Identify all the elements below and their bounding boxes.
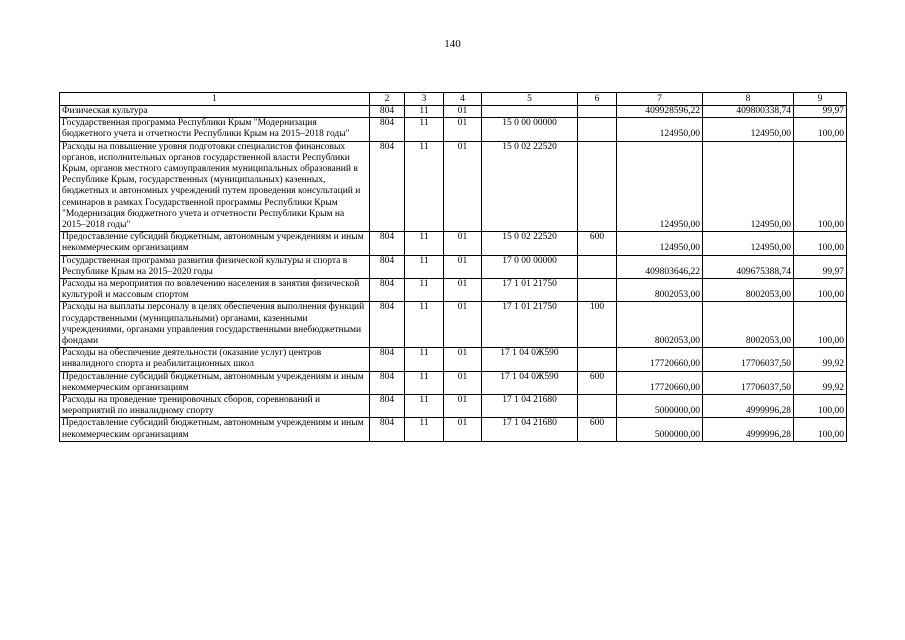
column-header: 4 [444, 93, 482, 106]
budget-table [59, 92, 847, 442]
column-header: 7 [617, 93, 703, 106]
row-plan-amount-cell: 5000000,00 [617, 395, 703, 418]
row-percent-cell: 100,00 [794, 232, 847, 255]
table-row [60, 141, 847, 232]
row-percent-cell: 100,00 [794, 418, 847, 441]
row-actual-amount-cell: 124950,00 [703, 232, 794, 255]
row-expense-type-cell: 100 [578, 302, 617, 348]
row-section-cell: 11 [405, 348, 444, 371]
table-row [60, 348, 847, 371]
row-expense-type-cell: 600 [578, 418, 617, 441]
header-row [60, 93, 847, 106]
row-name-cell: Расходы на обеспечение деятельности (оказание услуг) центров инвалидного спорта и реабилитационных школ [60, 348, 370, 371]
row-target-article-cell: 17 1 04 0Ж590 [482, 371, 578, 394]
row-section-cell: 11 [405, 395, 444, 418]
row-subsection-cell: 01 [444, 395, 482, 418]
row-plan-amount-cell: 409928596,22 [617, 106, 703, 118]
column-header: 9 [794, 93, 847, 106]
table-row [60, 106, 847, 118]
row-actual-amount-cell: 8002053,00 [703, 302, 794, 348]
table-body [60, 106, 847, 442]
row-percent-cell: 100,00 [794, 395, 847, 418]
row-actual-amount-cell: 409675388,74 [703, 255, 794, 278]
row-percent-cell: 99,92 [794, 371, 847, 394]
row-name-cell: Предоставление субсидий бюджетным, автономным учреждениям и иным некоммерческим организациям [60, 418, 370, 441]
table-row [60, 418, 847, 441]
row-actual-amount-cell: 17706037,50 [703, 371, 794, 394]
table-row [60, 395, 847, 418]
row-section-cell: 11 [405, 302, 444, 348]
column-header: 1 [60, 93, 370, 106]
row-plan-amount-cell: 8002053,00 [617, 279, 703, 302]
column-header: 5 [482, 93, 578, 106]
column-header: 8 [703, 93, 794, 106]
table-row [60, 279, 847, 302]
row-plan-amount-cell: 17720660,00 [617, 348, 703, 371]
row-percent-cell: 100,00 [794, 302, 847, 348]
row-actual-amount-cell: 409800338,74 [703, 106, 794, 118]
row-code-cell: 804 [370, 279, 405, 302]
row-percent-cell: 100,00 [794, 141, 847, 232]
row-target-article-cell: 17 1 04 0Ж590 [482, 348, 578, 371]
row-section-cell: 11 [405, 232, 444, 255]
row-target-article-cell: 17 1 01 21750 [482, 302, 578, 348]
row-name-cell: Расходы на повышение уровня подготовки специалистов финансовых органов, исполнительных органов государственной власти Республики Крым, органов местного самоуправления муниципальных образований в Республике Крым, государственных (муниципальных) казенных, бюджетных и автономных учреждений путем проведения консультаций и семинаров в рамках Государственной программы Республики Крым "Модернизация бюджетного учета и отчетности Республики Крым на 2015–2018 годы" [60, 141, 370, 232]
table-row [60, 118, 847, 141]
row-plan-amount-cell: 5000000,00 [617, 418, 703, 441]
row-code-cell: 804 [370, 255, 405, 278]
row-code-cell: 804 [370, 106, 405, 118]
row-expense-type-cell [578, 348, 617, 371]
row-target-article-cell: 17 0 00 00000 [482, 255, 578, 278]
row-target-article-cell: 17 1 01 21750 [482, 279, 578, 302]
row-section-cell: 11 [405, 118, 444, 141]
row-code-cell: 804 [370, 418, 405, 441]
row-percent-cell: 100,00 [794, 279, 847, 302]
row-actual-amount-cell: 124950,00 [703, 118, 794, 141]
row-section-cell: 11 [405, 418, 444, 441]
row-percent-cell: 99,97 [794, 106, 847, 118]
row-name-cell: Расходы на мероприятия по вовлечению населения в занятия физической культурой и массовым спортом [60, 279, 370, 302]
row-expense-type-cell: 600 [578, 232, 617, 255]
row-code-cell: 804 [370, 371, 405, 394]
row-code-cell: 804 [370, 232, 405, 255]
row-expense-type-cell [578, 118, 617, 141]
row-plan-amount-cell: 124950,00 [617, 232, 703, 255]
row-expense-type-cell [578, 395, 617, 418]
row-section-cell: 11 [405, 141, 444, 232]
row-name-cell: Предоставление субсидий бюджетным, автономным учреждениям и иным некоммерческим организациям [60, 371, 370, 394]
row-percent-cell: 99,92 [794, 348, 847, 371]
row-plan-amount-cell: 124950,00 [617, 118, 703, 141]
row-name-cell: Физическая культура [60, 106, 370, 118]
row-name-cell: Государственная программа развития физической культуры и спорта в Республике Крым на 2015–2020 годы [60, 255, 370, 278]
row-target-article-cell [482, 106, 578, 118]
row-expense-type-cell [578, 255, 617, 278]
row-plan-amount-cell: 17720660,00 [617, 371, 703, 394]
row-actual-amount-cell: 124950,00 [703, 141, 794, 232]
row-actual-amount-cell: 4999996,28 [703, 418, 794, 441]
row-subsection-cell: 01 [444, 279, 482, 302]
row-expense-type-cell [578, 106, 617, 118]
row-target-article-cell: 15 0 00 00000 [482, 118, 578, 141]
row-actual-amount-cell: 4999996,28 [703, 395, 794, 418]
row-expense-type-cell [578, 141, 617, 232]
row-subsection-cell: 01 [444, 255, 482, 278]
row-percent-cell: 99,97 [794, 255, 847, 278]
row-subsection-cell: 01 [444, 418, 482, 441]
row-expense-type-cell: 600 [578, 371, 617, 394]
row-name-cell: Государственная программа Республики Крым "Модернизация бюджетного учета и отчетности Республики Крым на 2015–2018 годы" [60, 118, 370, 141]
row-plan-amount-cell: 8002053,00 [617, 302, 703, 348]
row-section-cell: 11 [405, 255, 444, 278]
column-header: 3 [405, 93, 444, 106]
row-name-cell: Расходы на выплаты персоналу в целях обеспечения выполнения функций государственными (муниципальными) органами, казенными учреждениями, органами управления государственными внебюджетными фондами [60, 302, 370, 348]
row-subsection-cell: 01 [444, 141, 482, 232]
row-code-cell: 804 [370, 141, 405, 232]
column-header: 2 [370, 93, 405, 106]
row-target-article-cell: 15 0 02 22520 [482, 232, 578, 255]
row-subsection-cell: 01 [444, 232, 482, 255]
row-expense-type-cell [578, 279, 617, 302]
row-subsection-cell: 01 [444, 348, 482, 371]
row-actual-amount-cell: 8002053,00 [703, 279, 794, 302]
row-subsection-cell: 01 [444, 118, 482, 141]
table-row [60, 232, 847, 255]
row-target-article-cell: 15 0 02 22520 [482, 141, 578, 232]
row-code-cell: 804 [370, 302, 405, 348]
row-code-cell: 804 [370, 118, 405, 141]
row-name-cell: Предоставление субсидий бюджетным, автономным учреждениям и иным некоммерческим организациям [60, 232, 370, 255]
row-target-article-cell: 17 1 04 21680 [482, 418, 578, 441]
column-header: 6 [578, 93, 617, 106]
row-target-article-cell: 17 1 04 21680 [482, 395, 578, 418]
row-name-cell: Расходы на проведение тренировочных сборов, соревнований и мероприятий по инвалидному спорту [60, 395, 370, 418]
row-percent-cell: 100,00 [794, 118, 847, 141]
row-code-cell: 804 [370, 395, 405, 418]
table-row [60, 371, 847, 394]
row-actual-amount-cell: 17706037,50 [703, 348, 794, 371]
row-plan-amount-cell: 409803646,22 [617, 255, 703, 278]
row-section-cell: 11 [405, 279, 444, 302]
row-subsection-cell: 01 [444, 302, 482, 348]
row-section-cell: 11 [405, 106, 444, 118]
page-number: 140 [444, 38, 461, 50]
row-subsection-cell: 01 [444, 106, 482, 118]
row-section-cell: 11 [405, 371, 444, 394]
row-code-cell: 804 [370, 348, 405, 371]
table-row [60, 255, 847, 278]
row-plan-amount-cell: 124950,00 [617, 141, 703, 232]
table-row [60, 302, 847, 348]
row-subsection-cell: 01 [444, 371, 482, 394]
